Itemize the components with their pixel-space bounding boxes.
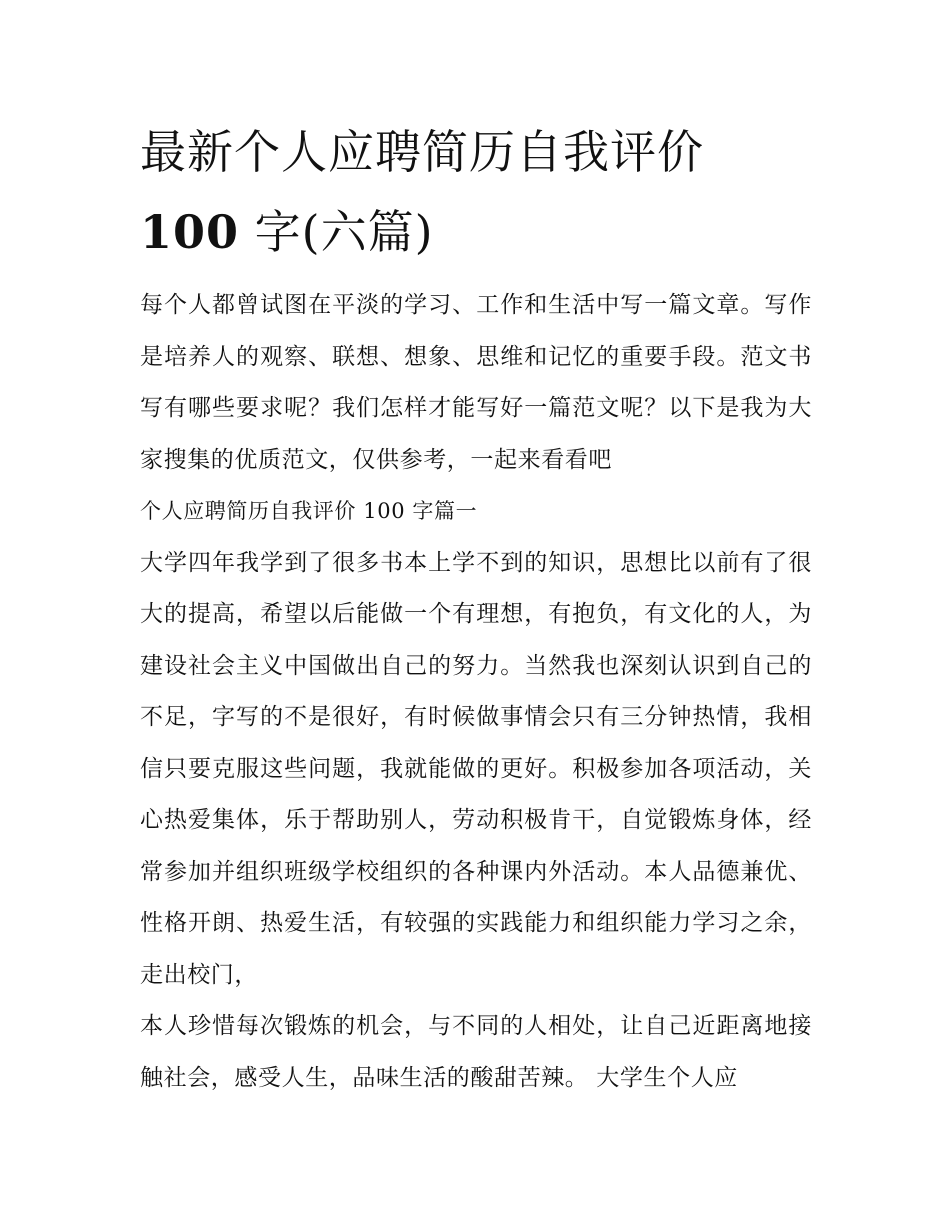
- intro-paragraph: 每个人都曾试图在平淡的学习、工作和生活中写一篇文章。写作是培养人的观察、联想、想象、思维和记忆的重要手段。范文书写有哪些要求呢？我们怎样才能写好一篇范文呢？以下是我为大家搜集的优质范文，仅供参考，一起来看看吧: [140, 292, 812, 473]
- title-suffix: 字(六篇): [254, 205, 434, 259]
- body-paragraph-2: 本人珍惜每次锻炼的机会，与不同的人相处，让自己近距离地接触社会，感受人生，品味生活的酸甜苦辣。 大学生个人应: [140, 1013, 812, 1091]
- title-number: 100: [140, 205, 240, 259]
- document-title: [140, 112, 812, 272]
- body-paragraph-1: 大学四年我学到了很多书本上学不到的知识，思想比以前有了很大的提高，希望以后能做一个有理想，有抱负，有文化的人，为建设社会主义中国做出自己的努力。当然我也深刻认识到自己的不足，字写的不是很好，有时候做事情会只有三分钟热情，我相信只要克服这些问题，我就能做的更好。积极参加各项活动，关心热爱集体，乐于帮助别人，劳动积极肯干，自觉锻炼身体，经常参加并组织班级学校组织的各种课内外活动。本人品德兼优、性格开朗、热爱生活，有较强的实践能力和组织能力学习之余，走出校门，: [140, 549, 812, 988]
- section-heading: 个人应聘简历自我评价 100 字篇一: [140, 499, 478, 523]
- title-line-2: [140, 192, 812, 272]
- document-page: [140, 112, 812, 1104]
- title-line-1: 最新个人应聘简历自我评价: [140, 125, 704, 179]
